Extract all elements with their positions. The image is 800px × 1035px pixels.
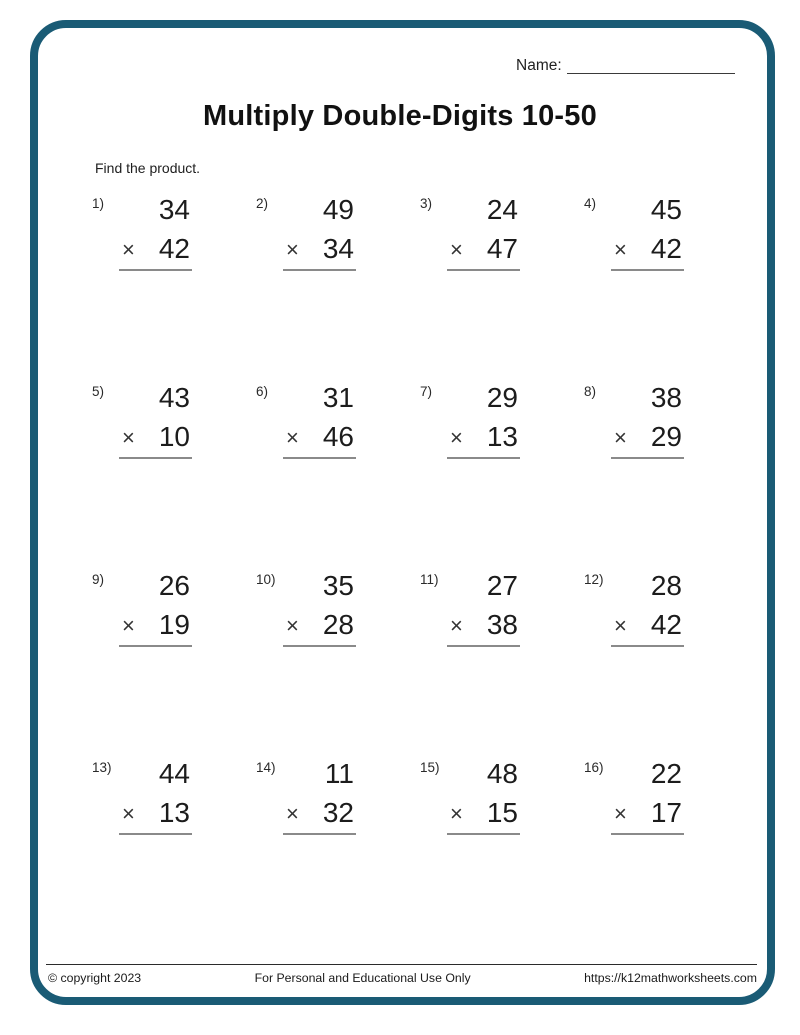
- multiplier: 28: [322, 609, 354, 640]
- multiplier-row: [286, 607, 354, 643]
- footer-usage: For Personal and Educational Use Only: [254, 971, 471, 985]
- name-label: Name:: [516, 57, 562, 74]
- multiplier-row: [450, 607, 518, 643]
- multiply-icon: ×: [122, 237, 135, 262]
- answer-line: [119, 457, 192, 459]
- multiplier: 42: [650, 233, 682, 264]
- multiplier: 10: [158, 421, 190, 452]
- answer-line: [119, 269, 192, 271]
- problem: [256, 572, 420, 760]
- problem-number: 6): [256, 384, 269, 399]
- name-blank-line: [567, 60, 735, 74]
- multiplicand: 26: [158, 570, 190, 601]
- answer-line: [119, 645, 192, 647]
- multiplier: 15: [486, 797, 518, 828]
- problem-number: 3): [420, 196, 433, 211]
- multiplicand: 45: [650, 194, 682, 225]
- multiply-icon: ×: [450, 613, 463, 638]
- answer-line: [611, 457, 684, 459]
- multiplicand: 27: [486, 570, 518, 601]
- multiplier-row: [286, 795, 354, 831]
- multiplier-row: [614, 607, 682, 643]
- problem-number: 9): [92, 572, 105, 587]
- multiplier: 32: [322, 797, 354, 828]
- answer-line: [447, 645, 520, 647]
- multiply-icon: ×: [286, 237, 299, 262]
- instruction-text: Find the product.: [95, 160, 201, 176]
- problem: [584, 760, 748, 948]
- multiplicand: 11: [324, 758, 354, 789]
- footer-divider: [46, 964, 757, 965]
- multiplier: 29: [650, 421, 682, 452]
- multiplier: 34: [322, 233, 354, 264]
- answer-line: [283, 269, 356, 271]
- answer-line: [447, 833, 520, 835]
- multiplicand: 28: [650, 570, 682, 601]
- problem-number: 8): [584, 384, 597, 399]
- multiplicand: 24: [486, 194, 518, 225]
- footer: [48, 971, 757, 985]
- problem: [92, 196, 256, 384]
- problems-grid: [92, 196, 748, 948]
- multiplicand: 48: [486, 758, 518, 789]
- multiply-icon: ×: [614, 425, 627, 450]
- multiply-icon: ×: [614, 237, 627, 262]
- multiply-icon: ×: [450, 425, 463, 450]
- multiplicand: 35: [322, 570, 354, 601]
- name-field-row: [516, 57, 735, 75]
- problem-number: 16): [584, 760, 604, 775]
- problem: [92, 384, 256, 572]
- answer-line: [447, 457, 520, 459]
- multiplier-row: [614, 419, 682, 455]
- multiplier-row: [614, 231, 682, 267]
- answer-line: [283, 457, 356, 459]
- problem: [584, 196, 748, 384]
- answer-line: [611, 269, 684, 271]
- problem-number: 4): [584, 196, 597, 211]
- answer-line: [283, 645, 356, 647]
- multiplicand: 34: [158, 194, 190, 225]
- problem-number: 7): [420, 384, 433, 399]
- problem: [420, 196, 584, 384]
- problem: [256, 760, 420, 948]
- multiply-icon: ×: [286, 425, 299, 450]
- multiplier: 42: [650, 609, 682, 640]
- multiplier-row: [122, 231, 190, 267]
- multiplier-row: [286, 419, 354, 455]
- multiplier: 46: [322, 421, 354, 452]
- answer-line: [611, 645, 684, 647]
- multiplier-row: [122, 419, 190, 455]
- multiplier: 19: [158, 609, 190, 640]
- multiplier: 17: [650, 797, 682, 828]
- multiplier: 13: [486, 421, 518, 452]
- multiplicand: 22: [650, 758, 682, 789]
- multiplier: 42: [158, 233, 190, 264]
- problem-number: 15): [420, 760, 440, 775]
- multiplicand: 38: [650, 382, 682, 413]
- answer-line: [447, 269, 520, 271]
- problem-number: 1): [92, 196, 105, 211]
- multiplicand: 44: [158, 758, 190, 789]
- footer-url: https://k12mathworksheets.com: [584, 971, 757, 985]
- problem-number: 5): [92, 384, 105, 399]
- problem: [420, 760, 584, 948]
- problem: [420, 384, 584, 572]
- footer-copyright: © copyright 2023: [48, 971, 142, 985]
- multiplier: 47: [486, 233, 518, 264]
- problem-number: 12): [584, 572, 604, 587]
- multiply-icon: ×: [450, 237, 463, 262]
- problem: [256, 196, 420, 384]
- multiplier-row: [122, 795, 190, 831]
- multiplicand: 29: [486, 382, 518, 413]
- multiplier-row: [450, 231, 518, 267]
- problem: [92, 760, 256, 948]
- multiply-icon: ×: [286, 613, 299, 638]
- multiplicand: 43: [158, 382, 190, 413]
- problem-number: 2): [256, 196, 269, 211]
- multiplier: 38: [486, 609, 518, 640]
- problem: [420, 572, 584, 760]
- problem: [92, 572, 256, 760]
- problem-number: 13): [92, 760, 112, 775]
- multiply-icon: ×: [122, 613, 135, 638]
- problem: [584, 384, 748, 572]
- multiplier-row: [450, 795, 518, 831]
- problem: [584, 572, 748, 760]
- answer-line: [283, 833, 356, 835]
- page-title: Multiply Double-Digits 10-50: [203, 100, 597, 132]
- answer-line: [611, 833, 684, 835]
- multiplier: 13: [158, 797, 190, 828]
- multiplier-row: [450, 419, 518, 455]
- problem-number: 10): [256, 572, 276, 587]
- problem-number: 14): [256, 760, 276, 775]
- multiply-icon: ×: [614, 613, 627, 638]
- multiplier-row: [122, 607, 190, 643]
- multiplicand: 31: [322, 382, 354, 413]
- multiply-icon: ×: [614, 801, 627, 826]
- problem: [256, 384, 420, 572]
- multiplicand: 49: [322, 194, 354, 225]
- problem-number: 11): [420, 572, 439, 587]
- multiply-icon: ×: [122, 425, 135, 450]
- multiplier-row: [614, 795, 682, 831]
- multiply-icon: ×: [286, 801, 299, 826]
- multiply-icon: ×: [122, 801, 135, 826]
- multiplier-row: [286, 231, 354, 267]
- answer-line: [119, 833, 192, 835]
- multiply-icon: ×: [450, 801, 463, 826]
